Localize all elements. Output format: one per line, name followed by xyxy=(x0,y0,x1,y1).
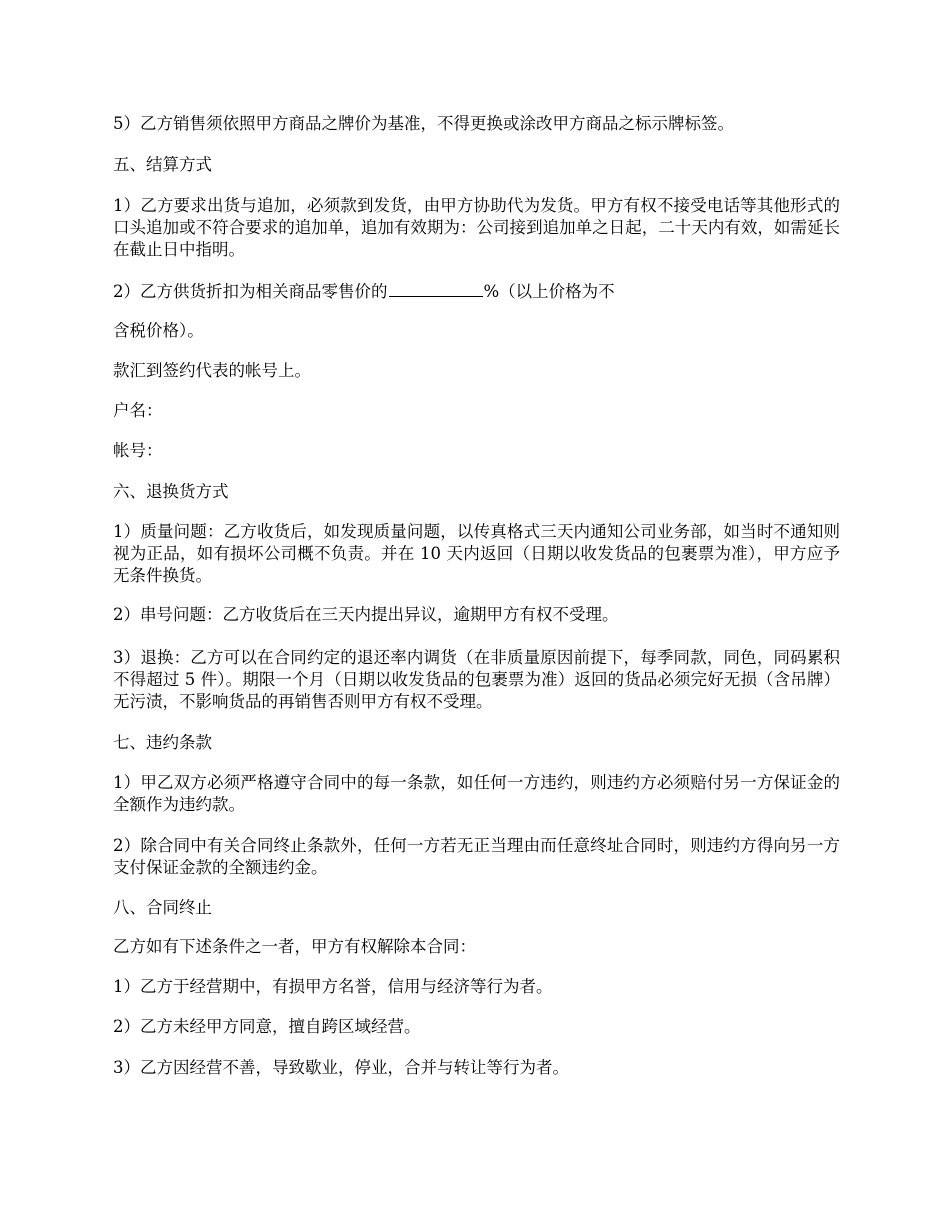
discount-text-after: %（以上价格为不 xyxy=(483,282,615,301)
paragraph-breach-1: 1）甲乙双方必须严格遵守合同中的每一条款，如任何一方违约，则违约方必须赔付另一方保证金的全额作为违约款。 xyxy=(113,773,840,814)
paragraph-termination-intro: 乙方如有下述条件之一者，甲方有权解除本合同： xyxy=(113,937,476,956)
paragraph-remit-note: 款汇到签约代表的帐号上。 xyxy=(113,361,311,380)
paragraph-clause-5: 5）乙方销售须依照甲方商品之牌价为基准，不得更换或涂改甲方商品之标示牌标签。 xyxy=(113,114,734,133)
paragraph-tax-note: 含税价格）。 xyxy=(113,321,204,340)
paragraph-termination-1: 1）乙方于经营期中，有损甲方名誉，信用与经济等行为者。 xyxy=(113,977,553,996)
discount-blank-line[interactable] xyxy=(389,280,483,297)
discount-text-before: 2）乙方供货折扣为相关商品零售价的 xyxy=(113,282,388,301)
section-heading-breach: 七、违约条款 xyxy=(113,733,212,752)
field-account-number: 帐号： xyxy=(113,441,163,460)
paragraph-termination-2: 2）乙方未经甲方同意，擅自跨区域经营。 xyxy=(113,1017,421,1036)
paragraph-settlement-1: 1）乙方要求出货与追加，必须款到发货，由甲方协助代为发货。甲方有权不接受电话等其他形式的口头追加或不符合要求的追加单，追加有效期为：公司接到追加单之日起，二十天内有效，如需延长在截止日中指明。 xyxy=(113,196,840,259)
section-heading-settlement: 五、结算方式 xyxy=(113,155,212,174)
field-account-name: 户名： xyxy=(113,401,163,420)
paragraph-breach-2: 2）除合同中有关合同终止条款外，任何一方若无正当理由而任意终址合同时，则违约方得向另一方支付保证金款的全额违约金。 xyxy=(113,836,840,877)
paragraph-termination-3: 3）乙方因经营不善，导致歇业，停业，合并与转让等行为者。 xyxy=(113,1058,569,1077)
paragraph-returns-2: 2）串号问题：乙方收货后在三天内提出异议，逾期甲方有权不受理。 xyxy=(113,605,619,624)
section-heading-termination: 八、合同终止 xyxy=(113,898,212,917)
paragraph-returns-3: 3）退换：乙方可以在合同约定的退还率内调货（在非质量原因前提下，每季同款，同色，同码累积不得超过 5 件）。期限一个月（日期以收发货品的包裹票为准）返回的货品必须完好无损（含吊牌）无污渍，不影响货品的再销售否则甲方有权不受理。 xyxy=(113,648,840,711)
paragraph-settlement-2 xyxy=(113,280,840,303)
paragraph-returns-1: 1）质量问题：乙方收货后，如发现质量问题，以传真格式三天内通知公司业务部，如当时不通知则视为正品，如有损坏公司概不负责。并在 10 天内返回（日期以收发货品的包裹票为准），甲方应予无条件换货。 xyxy=(113,522,840,585)
section-heading-returns: 六、退换货方式 xyxy=(113,482,229,501)
